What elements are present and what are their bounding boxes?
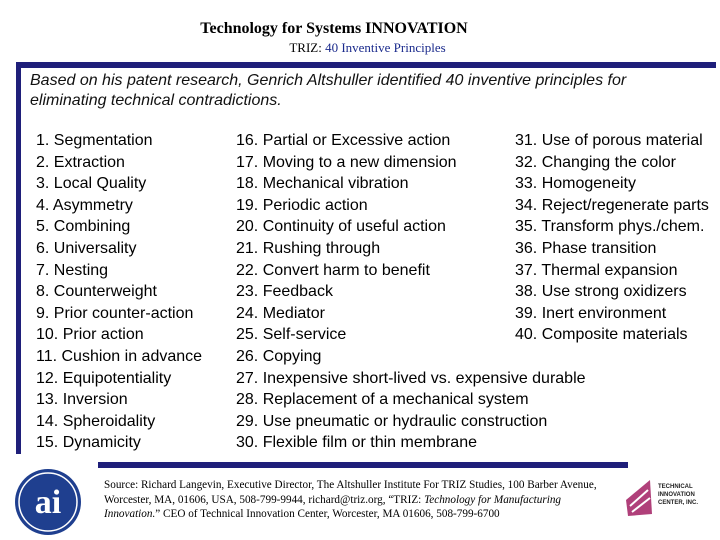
principle-item: 5. Combining <box>36 218 131 236</box>
principle-item: 23. Feedback <box>236 283 333 301</box>
principle-item: 33. Homogeneity <box>515 175 636 193</box>
source-citation <box>104 478 619 522</box>
principle-item: 17. Moving to a new dimension <box>236 153 457 171</box>
principle-item: 27. Inexpensive short-lived vs. expensive durable <box>236 369 586 387</box>
intro-text: Based on his patent research, Genrich Altshuller identified 40 inventive principles for eliminating technical contradictions. <box>30 72 627 109</box>
principle-item: 15. Dynamicity <box>36 434 141 452</box>
principles-column-3 <box>515 130 709 346</box>
top-divider <box>16 62 716 68</box>
principle-item: 25. Self-service <box>236 326 347 344</box>
tic-line-2: INNOVATION <box>658 492 695 498</box>
principle-item: 3. Local Quality <box>36 175 147 193</box>
page-title: Technology for Systems INNOVATION <box>200 20 468 37</box>
altshuller-institute-logo <box>12 467 84 537</box>
principle-item: 14. Spheroidality <box>36 412 156 430</box>
source-text-1: Source: Richard Langevin, Executive Director, The Altshuller Institute For TRIZ Studies, 100 Barber Avenue, Worcester, MA, 01606, USA, 508-799-9944, richard@triz.org, “TRIZ: <box>104 479 597 506</box>
principle-item: 8. Counterweight <box>36 283 157 301</box>
left-divider <box>16 62 21 454</box>
principle-item: 38. Use strong oxidizers <box>515 283 687 301</box>
principle-item: 20. Continuity of useful action <box>236 218 446 236</box>
principle-item: 18. Mechanical vibration <box>236 175 409 193</box>
bottom-divider <box>98 462 628 468</box>
principle-item: 4. Asymmetry <box>36 196 133 214</box>
principle-item: 31. Use of porous material <box>515 132 703 149</box>
principle-item: 32. Changing the color <box>515 153 676 171</box>
subtitle-accent: 40 Inventive Principles <box>325 40 446 55</box>
principle-item: 7. Nesting <box>36 261 109 279</box>
principle-item: 29. Use pneumatic or hydraulic construction <box>236 412 548 430</box>
principle-item: 16. Partial or Excessive action <box>236 132 451 149</box>
principle-item: 2. Extraction <box>36 153 125 171</box>
principle-item: 26. Copying <box>236 347 322 365</box>
principle-item: 34. Reject/regenerate parts <box>515 196 709 214</box>
tic-line-3: CENTER, INC. <box>658 500 699 506</box>
principle-item: 36. Phase transition <box>515 239 657 257</box>
principle-item: 12. Equipotentiality <box>36 369 172 387</box>
subtitle-prefix: TRIZ: <box>289 40 326 55</box>
principle-item: 30. Flexible film or thin membrane <box>236 434 477 452</box>
principle-item: 19. Periodic action <box>236 196 368 214</box>
principle-item: 21. Rushing through <box>236 239 381 257</box>
principle-item: 40. Composite materials <box>515 326 688 344</box>
principle-item: 37. Thermal expansion <box>515 261 678 279</box>
source-text-2: ” CEO of Technical Innovation Center, Worcester, MA 01606, 508-799-6700 <box>155 508 500 521</box>
page-subtitle <box>0 40 720 56</box>
principle-item: 24. Mediator <box>236 304 325 322</box>
technical-innovation-center-logo <box>624 476 700 518</box>
principles-column-1 <box>36 130 202 454</box>
principle-item: 13. Inversion <box>36 391 128 409</box>
principle-item: 10. Prior action <box>36 326 144 344</box>
tic-line-1: TECHNICAL <box>658 484 693 490</box>
principle-item: 35. Transform phys./chem. <box>515 218 705 236</box>
principle-item: 39. Inert environment <box>515 304 667 322</box>
principle-item: 9. Prior counter-action <box>36 304 194 322</box>
ai-logo-text: ai <box>34 484 62 521</box>
principle-item: 1. Segmentation <box>36 132 153 149</box>
source-text-italic: Technology for Manufacturing Innovation. <box>104 493 562 521</box>
principle-item: 11. Cushion in advance <box>36 347 203 365</box>
principle-item: 22. Convert harm to benefit <box>236 261 430 279</box>
principle-item: 6. Universality <box>36 239 137 257</box>
principle-item: 28. Replacement of a mechanical system <box>236 391 529 409</box>
